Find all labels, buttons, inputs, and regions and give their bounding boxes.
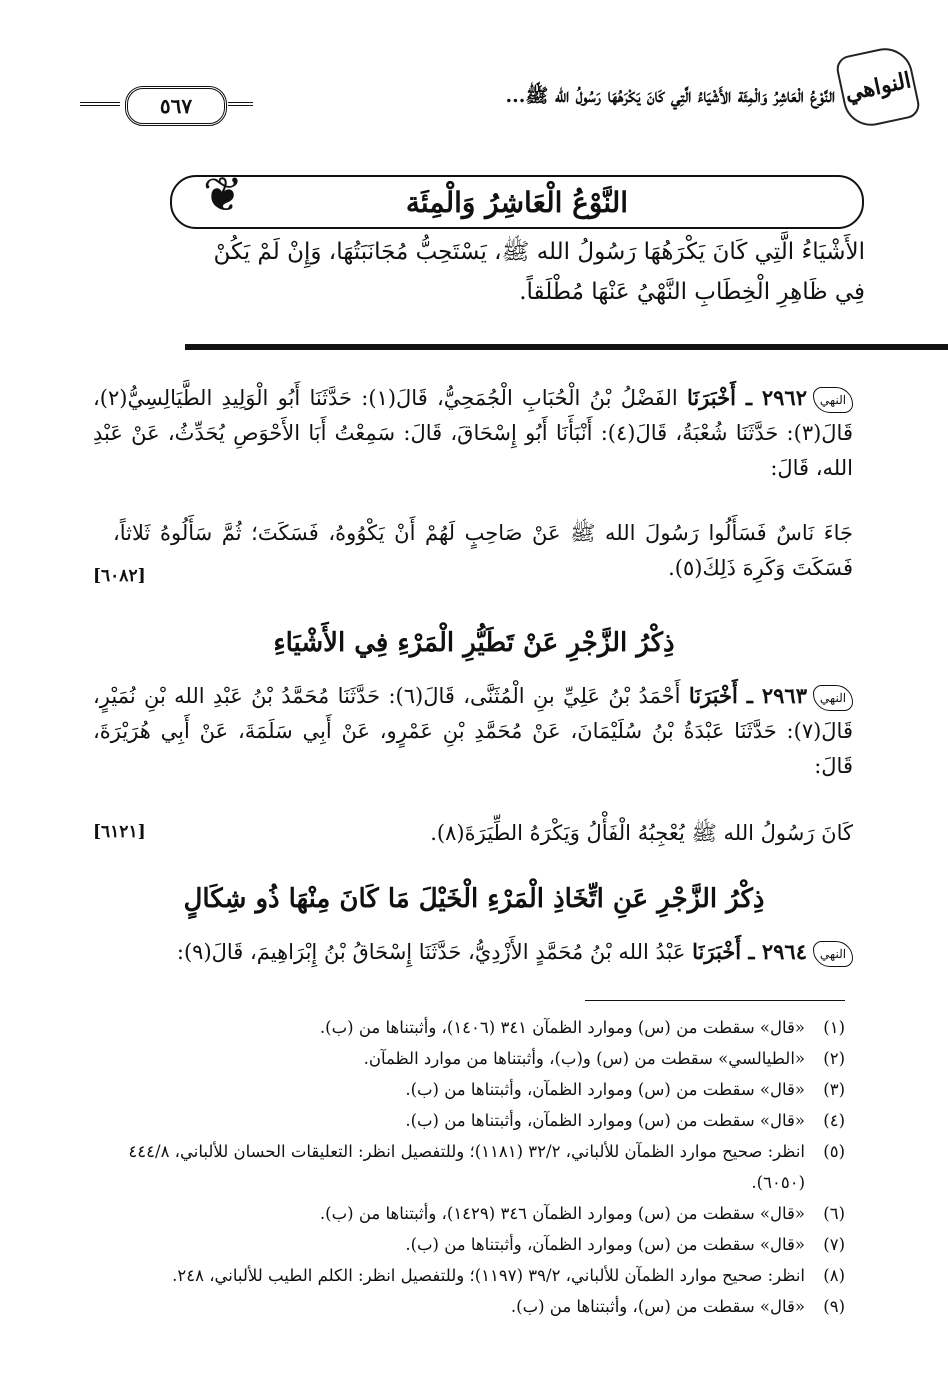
footnote-divider [585, 1000, 845, 1001]
chapter-description [95, 232, 865, 312]
running-header [80, 40, 915, 130]
section-mark-icon: النهي [813, 387, 853, 413]
page-number: ٥٦٧ [125, 86, 227, 126]
footnote: (٧) «قال» سقطت من (س) وموارد الظمآن، وأثبتناها من (ب). [405, 1235, 845, 1254]
isnad-text: الفَضْلُ بْنُ الْحُبَابِ الْجُمَحِيُّ، قَالَ(١): حَدَّثَنَا أَبُو الْوَلِيدِ الطَّيَالِسِيُّ(٢)، قَالَ(٣): حَدَّثَنَا شُعْبَةُ، قَالَ(٤): أَنْبَأَنَا أَبُو إِسْحَاقَ، قَالَ: سَمِعْتُ أَبَا الأَحْوَصِ يُحَدِّثُ، عَنْ عَبْدِ الله، قَالَ: [93, 386, 853, 480]
footnote: (٨) انظر: صحيح موارد الظمآن للألباني، ٣٩/٢ (١١٩٧)؛ وللتفصيل انظر: الكلم الطيب للألباني، ٢٤٨. [172, 1266, 845, 1285]
section-heading: ذِكْرُ الزَّجْرِ عَنْ تَطَيُّرِ الْمَرْءِ فِي الأَشْيَاءِ [273, 628, 675, 658]
footnote: (٢) «الطيالسي» سقطت من (س) و(ب)، وأثبتناها من موارد الظمآن. [363, 1049, 845, 1068]
hadith-reference: [٦٠٨٢] [93, 566, 146, 586]
chapter-title: النَّوْعُ الْعَاشِرُ وَالْمِئَة [170, 175, 864, 229]
header-rule-right [228, 102, 253, 106]
footnote: (٥) انظر: صحيح موارد الظمآن للألباني، ٣٢/٢ (١١٨١)؛ وللتفصيل انظر: التعليقات الحسان للألباني، ٤٤٤/٨ (٦٠٥٠). [128, 1142, 845, 1192]
header-rule-left [80, 102, 120, 106]
footnote: (١) «قال» سقطت من (س) وموارد الظمآن ٣٤١ (١٤٠٦)، وأثبتناها من (ب). [319, 1018, 845, 1037]
footnote: (٩) «قال» سقطت من (س)، وأثبتناها من (ب). [510, 1297, 845, 1316]
section-badge: النواهي [834, 43, 922, 131]
section-heading: ذِكْرُ الزَّجْرِ عَنِ اتِّخَاذِ الْمَرْءِ الْخَيْلَ مَا كَانَ مِنْهَا ذُو شِكَالٍ [183, 884, 765, 914]
section-mark-icon: النهي [813, 941, 853, 967]
hadith-number: ٢٩٦٤ ـ أَخْبَرَنَا [692, 939, 807, 964]
footnotes [85, 1012, 845, 1322]
chapter-divider [185, 344, 948, 350]
footnote: (٤) «قال» سقطت من (س) وموارد الظمآن، وأثبتناها من (ب). [405, 1111, 845, 1130]
hadith-2964-isnad [93, 934, 853, 970]
running-title: النَّوْعُ الْعَاشِرُ وَالْمِئَة الأَشْيَاءُ الَّتِي كَانَ يَكْرَهُهَا رَسُولُ الله ﷺ... [505, 85, 835, 107]
footnote: (٣) «قال» سقطت من (س) وموارد الظمآن، وأثبتناها من (ب). [405, 1080, 845, 1099]
isnad-text: عَبْدُ الله بْنُ مُحَمَّدٍ الأَزْدِيُّ، حَدَّثَنَا إِسْحَاقُ بْنُ إِبْرَاهِيمَ، قَالَ(٩): [176, 940, 686, 964]
hadith-number: ٢٩٦٣ ـ أَخْبَرَنَا [688, 683, 807, 708]
isnad-text: أَحْمَدُ بْنُ عَلِيِّ بنِ الْمُثَنَّى، قَالَ(٦): حَدَّثَنَا مُحَمَّدُ بْنُ عَبْدِ الله بْنِ نُمَيْرٍ، قَالَ(٧): حَدَّثَنَا عَبْدَةُ بْنُ سُلَيْمَانَ، عَنْ مُحَمَّدِ بْنِ عَمْرٍو، عَنْ أَبِي سَلَمَةَ، عَنْ أَبِي هُرَيْرَةَ، قَالَ: [93, 684, 853, 778]
section-mark-icon: النهي [813, 685, 853, 711]
hadith-2962-isnad [93, 380, 853, 486]
hadith-reference: [٦١٢١] [93, 822, 146, 842]
hadith-number: ٢٩٦٢ ـ أَخْبَرَنَا [686, 385, 807, 410]
chapter-description-line-2: فِي ظَاهِرِ الْخِطَابِ النَّهْيُ عَنْهَا مُطْلَقاً. [519, 279, 865, 305]
hadith-2963-matn: كَانَ رَسُولُ الله ﷺ يُعْجِبُهُ الْفَأْلُ وَيَكْرَهُ الطِّيَرَةَ(٨). [430, 821, 853, 845]
ornament-icon: ❦ [202, 167, 244, 223]
chapter-description-line-1: الأَشْيَاءُ الَّتِي كَانَ يَكْرَهُهَا رَسُولُ الله ﷺ، يَسْتَحِبُّ مُجَانَبَتُهَا، وَإِنْ لَمْ يَكُنْ [213, 239, 865, 265]
hadith-2963-isnad [93, 678, 853, 784]
footnote: (٦) «قال» سقطت من (س) وموارد الظمآن ٣٤٦ (١٤٢٩)، وأثبتناها من (ب). [319, 1204, 845, 1223]
hadith-2962-matn: جَاءَ نَاسٌ فَسَأَلُوا رَسُولَ الله ﷺ عَنْ صَاحِبٍ لَهُمْ أَنْ يَكْوُوهُ، فَسَكَتَ؛ ثُمَّ سَأَلُوهُ ثَلاثاً، فَسَكَتَ وَكَرِهَ ذَلِكَ(٥). [113, 521, 853, 580]
